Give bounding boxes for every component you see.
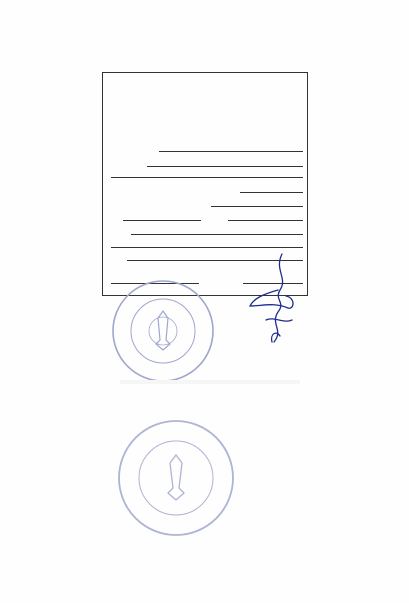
certified-line [211,206,303,207]
handwritten-signature [244,250,304,350]
capacity-line-2 [111,177,303,178]
by-line-2 [111,247,303,248]
official-seal-stamp [110,278,216,384]
signed-by-line [159,151,303,152]
place-line [123,220,201,221]
capacity-line [147,166,303,167]
background-smudge [120,380,300,384]
second-trident-emblem-icon [168,455,184,500]
second-seal-stamp [116,418,236,538]
by-line [131,234,303,235]
seal-line [240,192,303,193]
date-line [228,220,303,221]
